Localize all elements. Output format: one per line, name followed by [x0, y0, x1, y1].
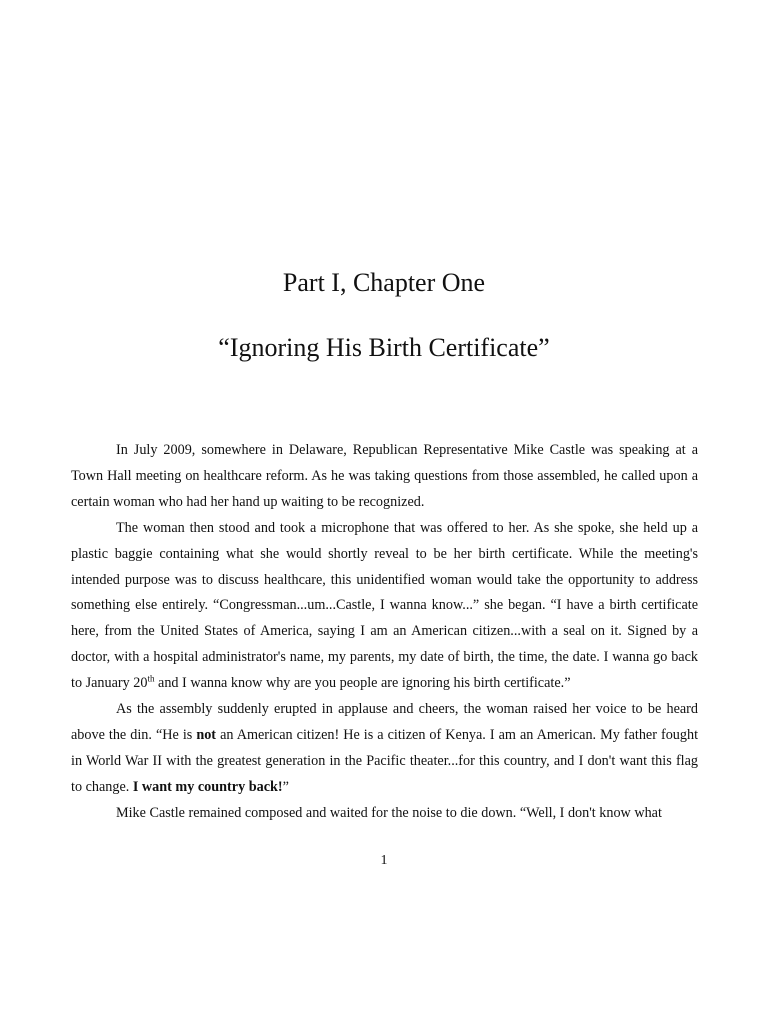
chapter-subtitle: “Ignoring His Birth Certificate” — [218, 333, 550, 362]
chapter-title: Part I, Chapter One — [282, 268, 486, 297]
paragraph-3-text-c: ” — [282, 778, 289, 795]
paragraph-2 — [71, 516, 698, 697]
paragraph-3-text-a: As the assembly suddenly erupted in applause and cheers, the woman raised her voice to be heard above the din. “He is — [71, 701, 698, 743]
emphasis-country-back: I want my country back! — [132, 778, 283, 795]
paragraph-2-text-b: and I wanna know why are you people are ignoring his birth certificate.” — [154, 675, 571, 692]
paragraph-4-text: Mike Castle remained composed and waited for the noise to die down. “Well, I don't know what — [116, 804, 662, 821]
paragraph-1-text: In July 2009, somewhere in Delaware, Republican Representative Mike Castle was speaking at a Town Hall meeting on healthcare reform. As he was taking questions from those assembled, he called upon a certain woman who had her hand up waiting to be recognized. — [71, 442, 698, 510]
ordinal-suffix: th — [147, 673, 155, 684]
body-text — [71, 438, 698, 827]
paragraph-4 — [71, 801, 698, 827]
emphasis-not: not — [196, 726, 217, 743]
paragraph-3-text-b: an American citizen! He is a citizen of Kenya. I am an American. My father fought in World War II with the greatest generation in the Pacific theater...for this country, and I don't want this flag to change. — [71, 726, 699, 795]
paragraph-3 — [71, 697, 698, 801]
paragraph-2-text-a: The woman then stood and took a microphone that was offered to her. As she spoke, she held up a plastic baggie containing what she would shortly reveal to be her birth certificate. While the meeting's intended purpose was to discuss healthcare, this unidentified woman would take the opportunity to address something else entirely. “Congressman...um...Castle, I wanna know...” she began. “I have a birth certificate here, from the United States of America, saying I am an American citizen...with a seal on it. Signed by a doctor, with a hospital administrator's name, my parents, my date of birth, the time, the date. I wanna go back to January 20 — [71, 519, 698, 692]
page-number: 1 — [380, 853, 388, 868]
paragraph-1 — [71, 438, 698, 516]
